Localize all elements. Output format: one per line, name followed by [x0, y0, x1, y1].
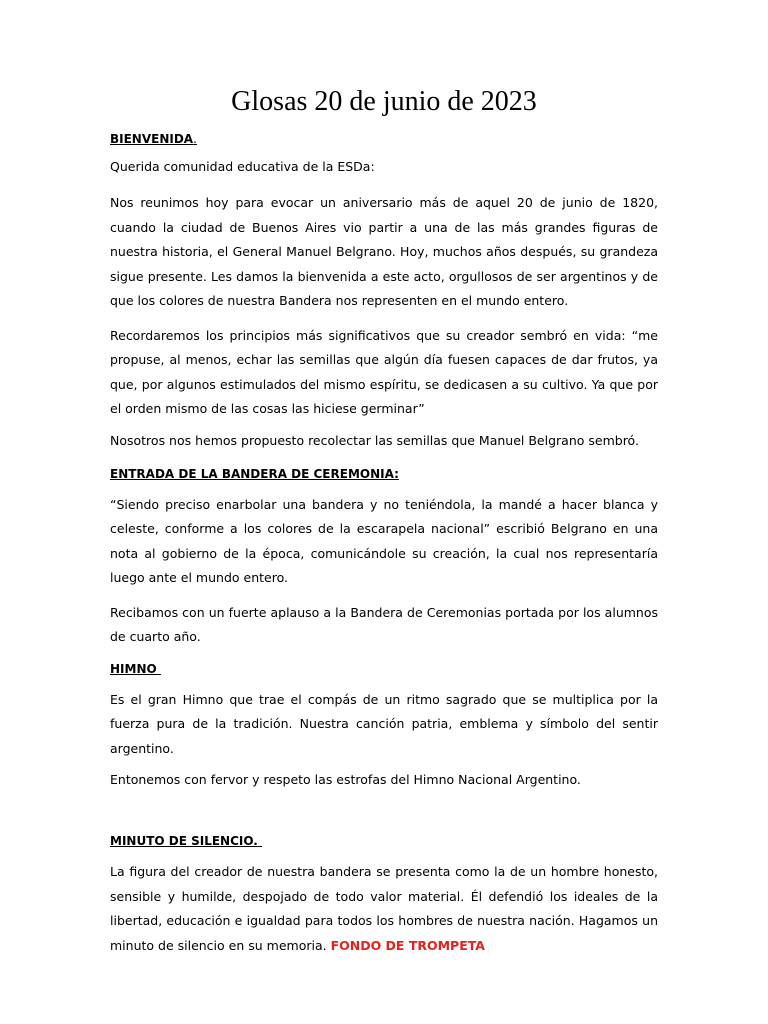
heading-text: BIENVENIDA [110, 132, 194, 146]
paragraph-bienvenida-3: Nosotros nos hemos propuesto recolectar las semillas que Manuel Belgrano sembró. [110, 432, 639, 448]
section-heading-minuto [110, 832, 658, 850]
heading-text: HIMNO [110, 661, 157, 676]
heading-trail: : [394, 466, 399, 481]
paragraph-minuto-1 [110, 860, 658, 958]
stage-cue: FONDO DE TROMPETA [330, 937, 485, 953]
document-title: Glosas 20 de junio de 2023 [231, 86, 537, 117]
paragraph-bienvenida-1: Nos reunimos hoy para evocar un aniversario más de aquel 20 de junio de 1820, cuando la ciudad de Buenos Aires vio partir a una de las más grandes figuras de nuestra historia, el General Manuel Belgrano. Hoy, muchos años después, su grandeza sigue presente. Les damos la bienvenida a este acto, orgullosos de ser argentinos y de que los colores de nuestra Bandera nos representen en el mundo entero. [110, 195, 658, 308]
heading-text: MINUTO DE SILENCIO. [110, 834, 258, 848]
paragraph-text: La figura del creador de nuestra bandera se presenta como la de un hombre honesto, sensible y humilde, despojado de todo valor material. Él defendió los ideales de la libertad, educación e igualdad para todos los hombres de nuestra nación. Hagamos un minuto de silencio en su memoria. [110, 864, 658, 953]
section-heading-bienvenida [110, 130, 658, 148]
section-heading-entrada [110, 465, 658, 483]
heading-text: ENTRADA DE LA BANDERA DE CEREMONIA [110, 466, 395, 481]
blank-line [110, 804, 658, 832]
paragraph-himno-1: Es el gran Himno que trae el compás de un ritmo sagrado que se multiplica por la fuerza pura de la tradición. Nuestra canción patria, emblema y símbolo del sentir argentino. [110, 691, 658, 756]
paragraph-himno-2: Entonemos con fervor y respeto las estrofas del Himno Nacional Argentino. [110, 772, 581, 787]
document-body [110, 130, 658, 968]
paragraph-entrada-2: Recibamos con un fuerte aplauso a la Bandera de Ceremonias portada por los alumnos de cuarto año. [110, 604, 658, 644]
heading-trail: . [193, 132, 197, 146]
paragraph-entrada-1: “Siendo preciso enarbolar una bandera y no teniéndola, la mandé a hacer blanca y celeste, conforme a los colores de la escarapela nacional” escribió Belgrano en una nota al gobierno de la época, comunicándole su creación, la cual nos representaría luego ante el mundo entero. [110, 496, 658, 585]
section-heading-himno [110, 660, 658, 678]
paragraph-bienvenida-2: Recordaremos los principios más significativos que su creador sembró en vida: “me propuse, al menos, echar las semillas que algún día fuesen capaces de dar frutos, ya que, por algunos estimulados del mismo espíritu, se dedicasen a su cultivo. Ya que por el orden mismo de las cosas las hiciese germinar” [110, 327, 658, 416]
salutation: Querida comunidad educativa de la ESDa: [110, 159, 375, 174]
